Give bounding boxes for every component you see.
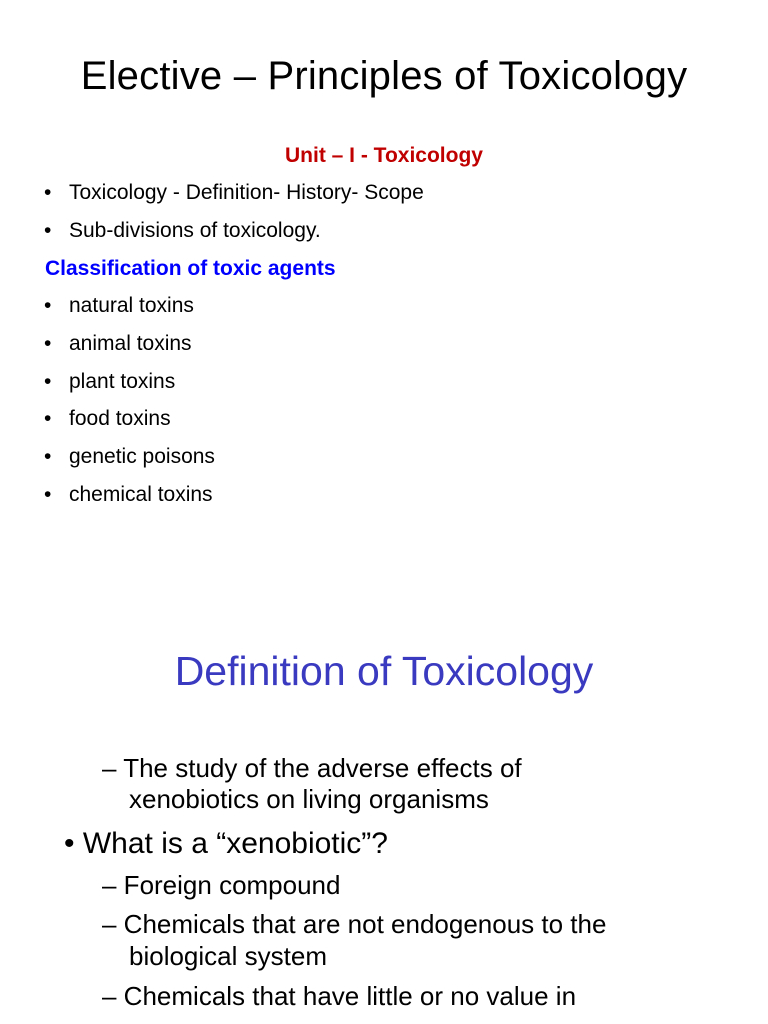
unit-heading: Unit – I - Toxicology (285, 144, 483, 167)
list-item: • Toxicology - Definition- History- Scope (44, 179, 424, 217)
toxin-list (44, 292, 215, 519)
answer-line: – Chemicals that are not endogenous to the (102, 909, 607, 939)
list-item: • plant toxins (44, 368, 215, 406)
bullet-icon: • (44, 294, 52, 317)
answer-line: biological system (129, 941, 327, 971)
slide-title: Definition of Toxicology (174, 648, 594, 694)
intro-list (44, 179, 424, 255)
answer-line: – Foreign compound (102, 870, 341, 900)
list-item: • animal toxins (44, 330, 215, 368)
xenobiotic-question: • What is a “xenobiotic”? (64, 827, 388, 860)
bullet-icon: • (44, 331, 52, 355)
slide-definition-of-toxicology (0, 560, 768, 1024)
definition-line: xenobiotics on living organisms (129, 784, 489, 814)
list-item: • Sub-divisions of toxicology. (44, 217, 424, 255)
bullet-icon: • (44, 369, 52, 393)
bullet-icon: • (44, 218, 52, 242)
bullet-icon: • (44, 482, 52, 506)
definition-line: – The study of the adverse effects of (102, 753, 522, 783)
bullet-icon: • (44, 445, 52, 469)
list-item: • chemical toxins (44, 481, 215, 519)
list-item: • natural toxins (44, 292, 215, 330)
list-item: • food toxins (44, 405, 215, 443)
bullet-icon: • (44, 181, 52, 204)
list-item: • genetic poisons (44, 443, 215, 481)
answer-line: – Chemicals that have little or no value in (102, 981, 577, 1011)
classification-heading: Classification of toxic agents (45, 257, 336, 280)
bullet-icon: • (44, 407, 52, 431)
slide-title: Elective – Principles of Toxicology (80, 54, 688, 98)
